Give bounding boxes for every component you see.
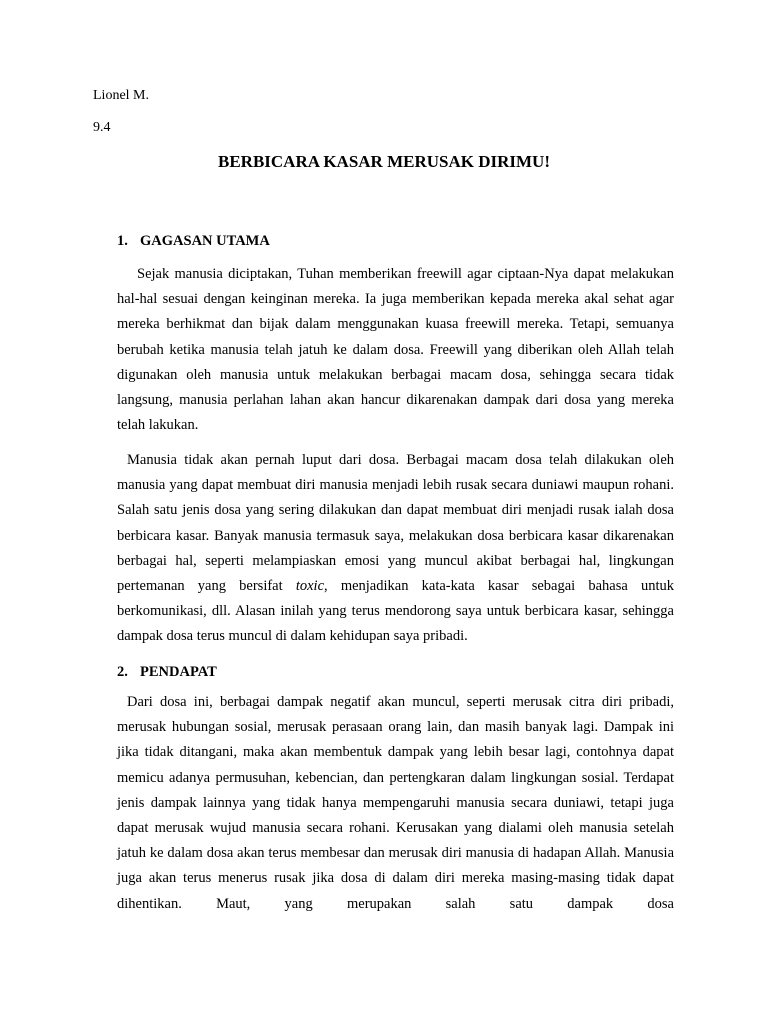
paragraph-2-text-before: Manusia tidak akan pernah luput dari dosa. Berbagai macam dosa telah dilakukan oleh manusia yang dapat membuat diri manusia menjadi lebih rusak secara duniawi maupun rohani. Salah satu jenis dosa yang sering dilakukan dan dapat membuat diri menjadi rusak ialah dosa berbicara kasar. Banyak manusia termasuk saya, melakukan dosa berbicara kasar dikarenakan berbagai hal, seperti melampiaskan emosi yang muncul akibat berbagai hal, lingkungan pertemanan yang bersifat (117, 452, 674, 595)
paragraph-2-text-after: , menjadikan kata-kata kasar sebagai bahasa untuk berkomunikasi, dll. Alasan inilah yang terus mendorong saya untuk berbicara kasar, sehingga dampak dosa terus muncul di dalam kehidupan saya pribadi. (117, 578, 675, 645)
document-title: BERBICARA KASAR MERUSAK DIRIMU! (218, 152, 550, 171)
paragraph-1: Sejak manusia diciptakan, Tuhan memberikan freewill agar ciptaan-Nya dapat melakukan hal-hal sesuai dengan keinginan mereka. Ia juga memberikan kepada mereka akal sehat agar mereka berhikmat dan bijak dalam menggunakan kuasa freewill mereka. Tetapi, semuanya berubah ketika manusia telah jatuh ke dalam dosa. Freewill yang diberikan oleh Allah telah digunakan oleh manusia untuk melakukan berbagai macam dosa, sehingga secara tidak langsung, manusia perlahan lahan akan hancur dikarenakan dampak dari dosa yang mereka telah lakukan. (117, 266, 674, 434)
paragraph-2 (117, 448, 674, 650)
section-heading-gagasan-utama (117, 232, 270, 250)
class-label: 9.4 (93, 120, 111, 135)
author-name: Lionel M. (93, 88, 149, 103)
section-number: 1. (117, 233, 128, 249)
section-heading-text: GAGASAN UTAMA (140, 233, 270, 249)
emphasis-toxic: toxic (295, 578, 325, 595)
section-number: 2. (117, 664, 128, 680)
section-heading-text: PENDAPAT (140, 664, 217, 680)
section-heading-pendapat (117, 663, 217, 681)
paragraph-3: Dari dosa ini, berbagai dampak negatif akan muncul, seperti merusak citra diri pribadi, merusak hubungan sosial, merusak perasaan orang lain, dan masih banyak lagi. Dampak ini jika tidak ditangani, maka akan membentuk dampak yang lebih besar lagi, contohnya dapat memicu adanya permusuhan, kebencian, dan pertengkaran dalam lingkungan sosial. Terdapat jenis dampak lainnya yang tidak hanya mempengaruhi manusia secara duniawi, tetapi juga dapat merusak wujud manusia secara rohani. Kerusakan yang dialami oleh manusia setelah jatuh ke dalam dosa akan terus membesar dan merusak diri manusia di hadapan Allah. Manusia juga akan terus menerus rusak jika dosa di dalam diri mereka masing-masing tidak dapat dihentikan. Maut, yang merupakan salah satu dampak dosa (117, 694, 674, 912)
